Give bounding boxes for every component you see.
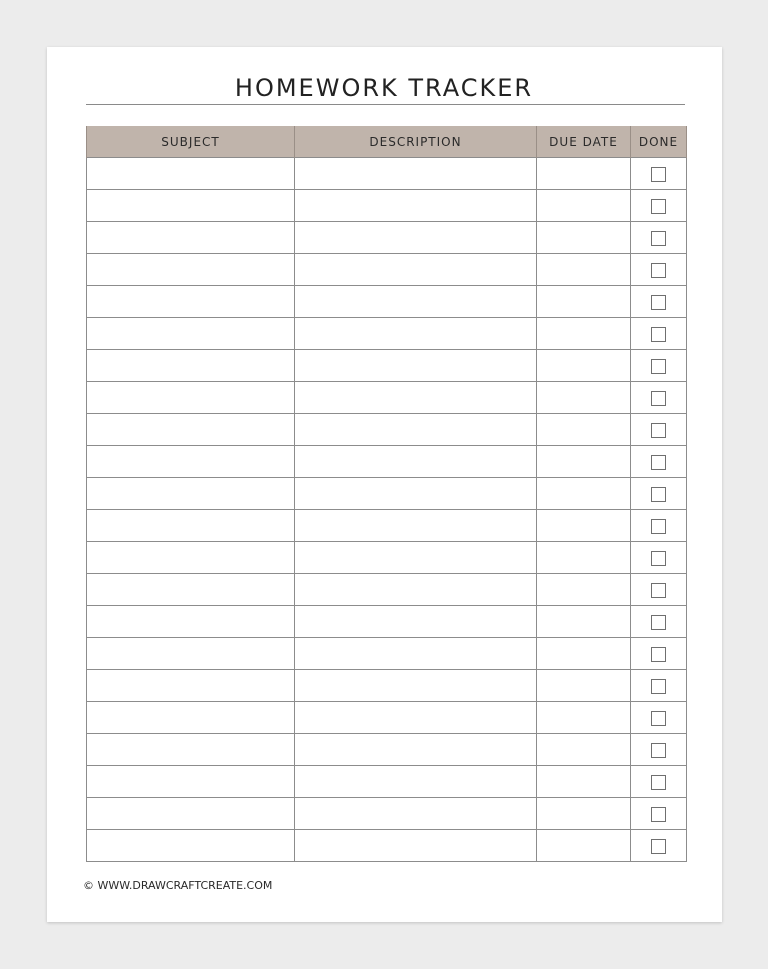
page-title: HOMEWORK TRACKER [234,74,534,102]
table-row [87,414,687,446]
subject-cell[interactable] [87,606,295,638]
description-cell[interactable] [295,734,537,766]
done-cell [631,350,687,382]
done-cell [631,766,687,798]
checkbox-icon[interactable] [651,775,666,790]
checkbox-icon[interactable] [651,647,666,662]
description-cell[interactable] [295,286,537,318]
due-date-cell[interactable] [537,190,631,222]
checkbox-icon[interactable] [651,711,666,726]
done-cell [631,286,687,318]
done-cell [631,222,687,254]
due-date-cell[interactable] [537,158,631,190]
due-date-cell[interactable] [537,638,631,670]
done-cell [631,702,687,734]
checkbox-icon[interactable] [651,807,666,822]
table-row [87,254,687,286]
description-cell[interactable] [295,574,537,606]
checkbox-icon[interactable] [651,423,666,438]
description-cell[interactable] [295,350,537,382]
table-row [87,638,687,670]
subject-cell[interactable] [87,446,295,478]
checkbox-icon[interactable] [651,359,666,374]
table-row [87,222,687,254]
description-cell[interactable] [295,318,537,350]
copyright-footer: © WWW.DRAWCRAFTCREATE.COM [83,879,273,892]
done-cell [631,414,687,446]
subject-cell[interactable] [87,702,295,734]
due-date-cell[interactable] [537,350,631,382]
checkbox-icon[interactable] [651,167,666,182]
table-row [87,734,687,766]
done-cell [631,190,687,222]
table-row [87,286,687,318]
checkbox-icon[interactable] [651,743,666,758]
due-date-cell[interactable] [537,734,631,766]
table-row [87,510,687,542]
checkbox-icon[interactable] [651,679,666,694]
done-cell [631,734,687,766]
subject-cell[interactable] [87,222,295,254]
table-row [87,190,687,222]
subject-cell[interactable] [87,158,295,190]
due-date-cell[interactable] [537,670,631,702]
done-cell [631,478,687,510]
table-row [87,798,687,830]
done-cell [631,574,687,606]
table-row [87,158,687,190]
checkbox-icon[interactable] [651,551,666,566]
checkbox-icon[interactable] [651,487,666,502]
description-cell[interactable] [295,830,537,862]
subject-cell[interactable] [87,254,295,286]
checkbox-icon[interactable] [651,455,666,470]
subject-cell[interactable] [87,830,295,862]
done-cell [631,382,687,414]
due-date-cell[interactable] [537,318,631,350]
checkbox-icon[interactable] [651,391,666,406]
description-cell[interactable] [295,254,537,286]
due-date-cell[interactable] [537,574,631,606]
description-cell[interactable] [295,446,537,478]
due-date-cell[interactable] [537,830,631,862]
due-date-cell[interactable] [537,286,631,318]
description-cell[interactable] [295,190,537,222]
subject-cell[interactable] [87,414,295,446]
checkbox-icon[interactable] [651,327,666,342]
column-header-subject: SUBJECT [87,126,295,158]
description-cell[interactable] [295,158,537,190]
table-row [87,318,687,350]
description-cell[interactable] [295,222,537,254]
subject-cell[interactable] [87,542,295,574]
subject-cell[interactable] [87,382,295,414]
description-cell[interactable] [295,670,537,702]
table-row [87,702,687,734]
checkbox-icon[interactable] [651,583,666,598]
title-divider [86,104,685,105]
checkbox-icon[interactable] [651,519,666,534]
subject-cell[interactable] [87,190,295,222]
subject-cell[interactable] [87,350,295,382]
column-header-due-date: DUE DATE [537,126,631,158]
description-cell[interactable] [295,478,537,510]
subject-cell[interactable] [87,318,295,350]
table-body [87,158,687,862]
due-date-cell[interactable] [537,254,631,286]
due-date-cell[interactable] [537,414,631,446]
description-cell[interactable] [295,798,537,830]
due-date-cell[interactable] [537,542,631,574]
table-row [87,670,687,702]
description-cell[interactable] [295,702,537,734]
description-cell[interactable] [295,638,537,670]
done-cell [631,670,687,702]
done-cell [631,830,687,862]
checkbox-icon[interactable] [651,615,666,630]
table-row [87,382,687,414]
checkbox-icon[interactable] [651,231,666,246]
due-date-cell[interactable] [537,606,631,638]
table-row [87,446,687,478]
table-row [87,766,687,798]
done-cell [631,638,687,670]
table-row [87,478,687,510]
table-header-row [87,126,687,158]
due-date-cell[interactable] [537,798,631,830]
due-date-cell[interactable] [537,382,631,414]
column-header-done: DONE [631,126,687,158]
subject-cell[interactable] [87,734,295,766]
due-date-cell[interactable] [537,478,631,510]
checkbox-icon[interactable] [651,199,666,214]
done-cell [631,542,687,574]
done-cell [631,798,687,830]
done-cell [631,158,687,190]
description-cell[interactable] [295,606,537,638]
description-cell[interactable] [295,414,537,446]
done-cell [631,446,687,478]
homework-table [86,126,687,862]
checkbox-icon[interactable] [651,295,666,310]
subject-cell[interactable] [87,670,295,702]
subject-cell[interactable] [87,798,295,830]
subject-cell[interactable] [87,638,295,670]
subject-cell[interactable] [87,286,295,318]
table-row [87,574,687,606]
done-cell [631,318,687,350]
column-header-description: DESCRIPTION [295,126,537,158]
subject-cell[interactable] [87,510,295,542]
due-date-cell[interactable] [537,446,631,478]
table-row [87,606,687,638]
table-row [87,542,687,574]
done-cell [631,510,687,542]
checkbox-icon[interactable] [651,839,666,854]
due-date-cell[interactable] [537,766,631,798]
description-cell[interactable] [295,766,537,798]
due-date-cell[interactable] [537,702,631,734]
subject-cell[interactable] [87,574,295,606]
done-cell [631,606,687,638]
done-cell [631,254,687,286]
due-date-cell[interactable] [537,510,631,542]
table-row [87,350,687,382]
due-date-cell[interactable] [537,222,631,254]
description-cell[interactable] [295,542,537,574]
subject-cell[interactable] [87,766,295,798]
checkbox-icon[interactable] [651,263,666,278]
description-cell[interactable] [295,510,537,542]
description-cell[interactable] [295,382,537,414]
table-row [87,830,687,862]
subject-cell[interactable] [87,478,295,510]
